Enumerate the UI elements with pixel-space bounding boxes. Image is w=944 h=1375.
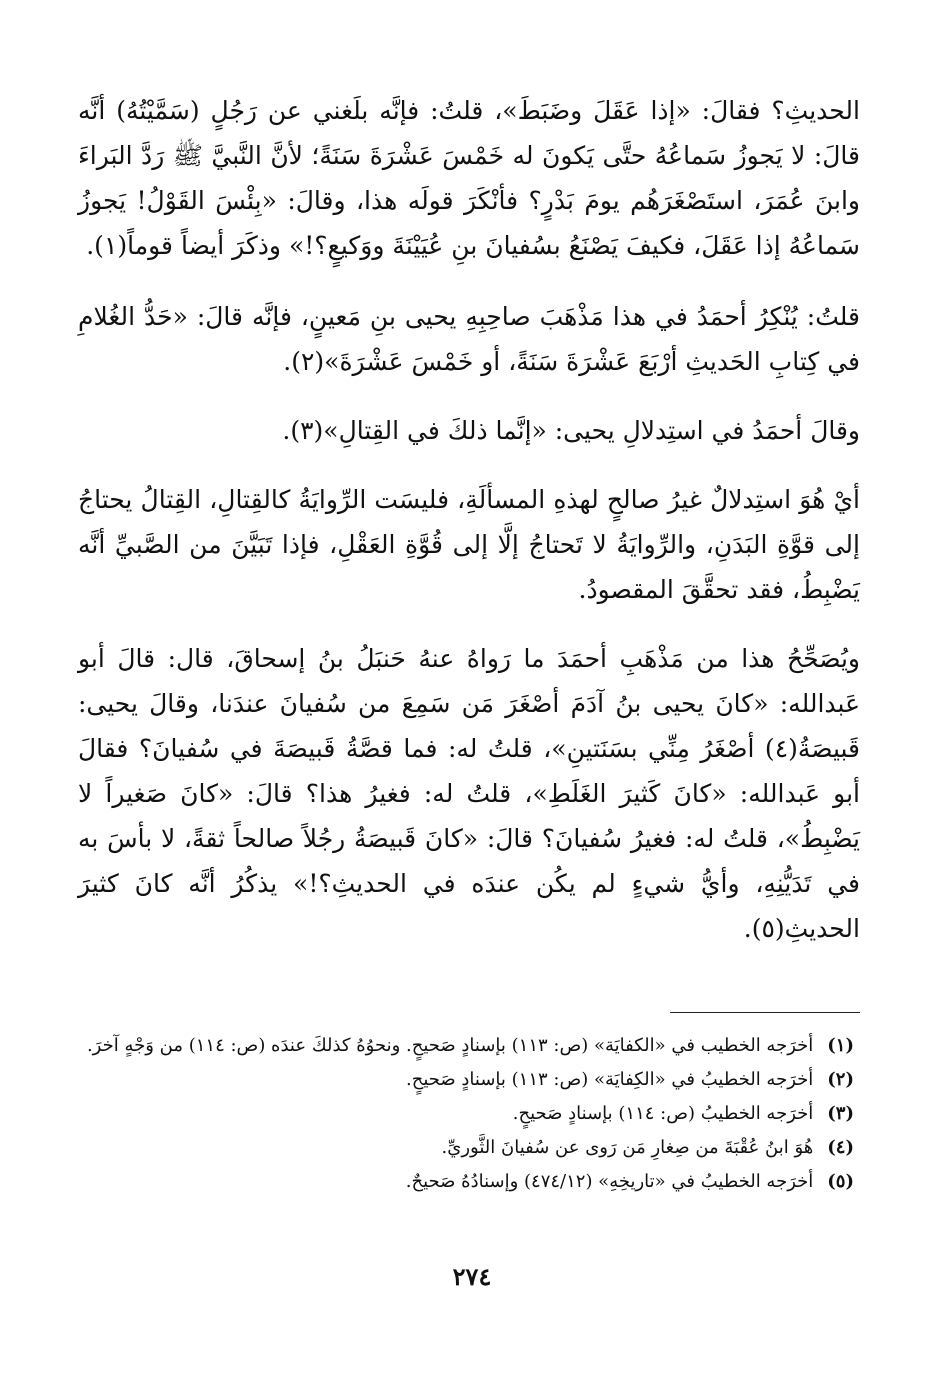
footnote-number: (٥) xyxy=(827,1171,854,1192)
footnote-text: أخرَجه الخطيب في «الكفايَة» (ص: ١١٣) بإسنادٍ صَحيحٍ. ونحوُهُ كذلكَ عندَه (ص: ١١٤) من وَجْهٍ آخرَ. xyxy=(86,1035,814,1056)
footnote xyxy=(78,1064,854,1095)
paragraph: أيْ هُوَ استِدلالٌ غيرُ صالحٍ لهذهِ المسألَةِ، فليسَت الرِّوايَةُ كالقِتالِ، القِتالُ يحتاجُ إلى قوَّةِ البَدَنِ، والرِّوايَةُ لا تَحتاجُ إلَّا إلى قُوَّةِ العَقْلِ، فإذا تَبَيَّنَ من الصَّبيِّ أنَّه يَضْبِطُ، فقد تحقَّقَ المقصودُ. xyxy=(78,485,860,604)
footnote xyxy=(78,1030,854,1061)
footnote-number: (٤) xyxy=(827,1137,854,1158)
paragraph: الحديثِ؟ فقالَ: «إذا عَقَلَ وضَبَطَ»، قلتُ: فإنَّه بلَغني عن رَجُلٍ (سَمَّيْتُهُ) أنَّه قالَ: لا يَجوزُ سَماعُهُ حتَّى يَكونَ له خَمْسَ عَشْرَةَ سَنَةً؛ لأنَّ النَّبيَّ ﷺ رَدَّ البَراءَ وابنَ عُمَرَ، استَصْغَرَهُم يومَ بَدْرٍ؟ فأنْكَرَ قولَه هذا، وقالَ: «بِئْسَ القَوْلُ! يَجوزُ سَماعُهُ إذا عَقَلَ، فكيفَ يَصْنَعُ بسُفيانَ بنِ عُيَيْنَةَ ووَكيعٍ؟!» وذكَرَ أيضاً قوماً(١). xyxy=(78,96,860,260)
page-number: ٢٧٤ xyxy=(452,1262,492,1291)
footnote-text: هُوَ ابنُ عُقْبَةَ من صِغارِ مَن رَوى عن سُفيانَ الثَّوريِّ. xyxy=(441,1137,814,1158)
main-text xyxy=(78,88,860,975)
footnote-number: (٣) xyxy=(827,1103,854,1124)
footnote-number: (١) xyxy=(827,1035,854,1056)
footnote-text: أخرَجه الخطيبُ في «تاريخِهِ» (٤٧٤/١٢) وإسنادُهُ صَحيحٌ. xyxy=(405,1171,814,1192)
footnote xyxy=(78,1132,854,1163)
footnote xyxy=(78,1166,854,1197)
paragraph: قلتُ: يُنْكِرُ أحمَدُ في هذا مَذْهَبَ صاحِبِهِ يحيى بنِ مَعينٍ، فإنَّه قالَ: «حَدُّ الغُلامِ في كِتابِ الحَديثِ أرْبَعَ عَشْرَةَ سَنَةً، أو خَمْسَ عَشْرَةَ»(٢). xyxy=(78,302,860,376)
paragraph: وقالَ أحمَدُ في استِدلالِ يحيى: «إنَّما ذلكَ في القِتالِ»(٣). xyxy=(282,416,860,445)
footnote-text: أخرَجه الخطيبُ (ص: ١١٤) بإسنادٍ صَحيحٍ. xyxy=(512,1103,814,1124)
paragraph: ويُصَحِّحُ هذا من مَذْهَبِ أحمَدَ ما رَواهُ عنهُ حَنبَلُ بنُ إسحاقَ، قال: قالَ أبو عَبدالله: «كانَ يحيى بنُ آدَمَ أصْغَرَ مَن سَمِعَ من سُفيانَ عندَنا، وقالَ يحيى: قَبيصَةُ(٤) أصْغَرُ مِنِّي بسَنَتينِ»، قلتُ له: فما قصَّةُ قَبيصَةَ في سُفيانَ؟ فقالَ أبو عَبدالله: «كانَ كَثيرَ الغَلَطِ»، قلتُ له: فغيرُ هذا؟ قالَ: «كانَ صَغيراً لا يَضْبِطُ»، قلتُ له: فغيرُ سُفيانَ؟ قالَ: «كانَ قَبيصَةُ رجُلاً صالحاً ثقةً، لا بأسَ به في تَدَيُّنِهِ، وأيُّ شيءٍ لم يكُن عندَه في الحديثِ؟!» يذكُرُ أنَّه كانَ كثيرَ الحديثِ(٥). xyxy=(78,644,860,943)
footnote xyxy=(78,1098,854,1129)
footnote-number: (٢) xyxy=(827,1069,854,1090)
footnote-divider xyxy=(670,1012,860,1013)
footnote-text: أخرَجه الخطيبُ في «الكِفايَة» (ص: ١١٣) بإسنادٍ صَحيحٍ. xyxy=(406,1069,814,1090)
footnotes xyxy=(78,1030,854,1200)
